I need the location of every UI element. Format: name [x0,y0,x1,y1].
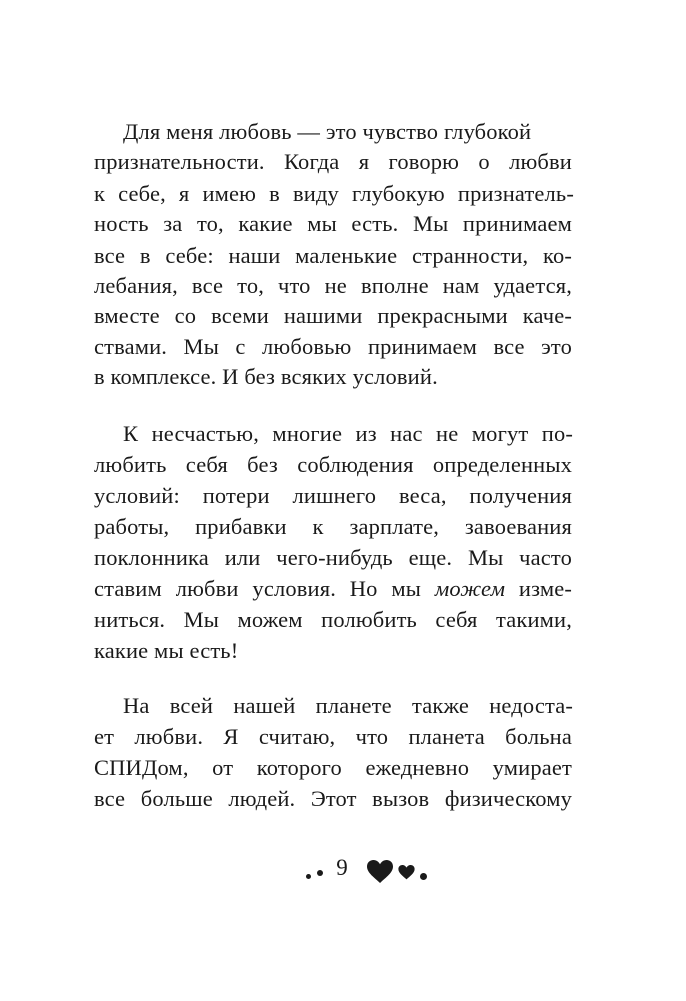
dot-icon [306,874,311,879]
page-number: 9 [336,855,348,880]
dot-icon [317,870,323,876]
text-line: ность за то, какие мы есть. Мы принимаем [94,211,572,236]
text-line: На всей нашей планете также недоста- [123,693,573,718]
text-line: работы, прибавки к зарплате, завоевания [94,514,572,539]
text-line-with-emphasis [94,575,572,603]
text-line: в комплексе. И без всяких условий. [94,364,438,389]
text-line: К несчастью, многие из нас не могут по- [123,421,573,446]
text-line: ниться. Мы можем полюбить себя такими, [94,607,572,632]
text-line: любить себя без соблюдения определенных [94,452,572,477]
text-line: какие мы есть! [94,638,239,663]
text-line: условий: потери лишнего веса, получения [94,483,572,508]
dot-icon [420,873,427,880]
text-line: СПИДом, от которого ежедневно умирает [94,755,572,780]
text-line: признательности. Когда я говорю о любви [94,149,572,174]
heart-icon [398,865,415,880]
text-span: изме- [505,576,572,601]
text-line: все больше людей. Этот вызов физическому [94,786,572,811]
text-line: все в себе: наши маленькие странности, ко- [94,243,572,268]
text-line: ствами. Мы с любовью принимаем все это [94,334,572,359]
text-line: ет любви. Я считаю, что планета больна [94,724,572,749]
text-line: к себе, я имею в виду глубокую признатель- [94,181,574,206]
text-line: лебания, все то, что не вполне нам удается, [94,273,572,298]
text-line: вместе со всеми нашими прекрасными каче- [94,303,572,328]
page-footer [0,852,686,892]
emphasized-word: можем [434,576,506,601]
heart-icon [367,860,393,884]
text-line: Для меня любовь — это чувство глубокой [123,119,532,144]
text-span: ставим любви условия. Но мы [94,576,435,601]
text-line: поклонника или чего-нибудь еще. Мы часто [94,545,572,570]
